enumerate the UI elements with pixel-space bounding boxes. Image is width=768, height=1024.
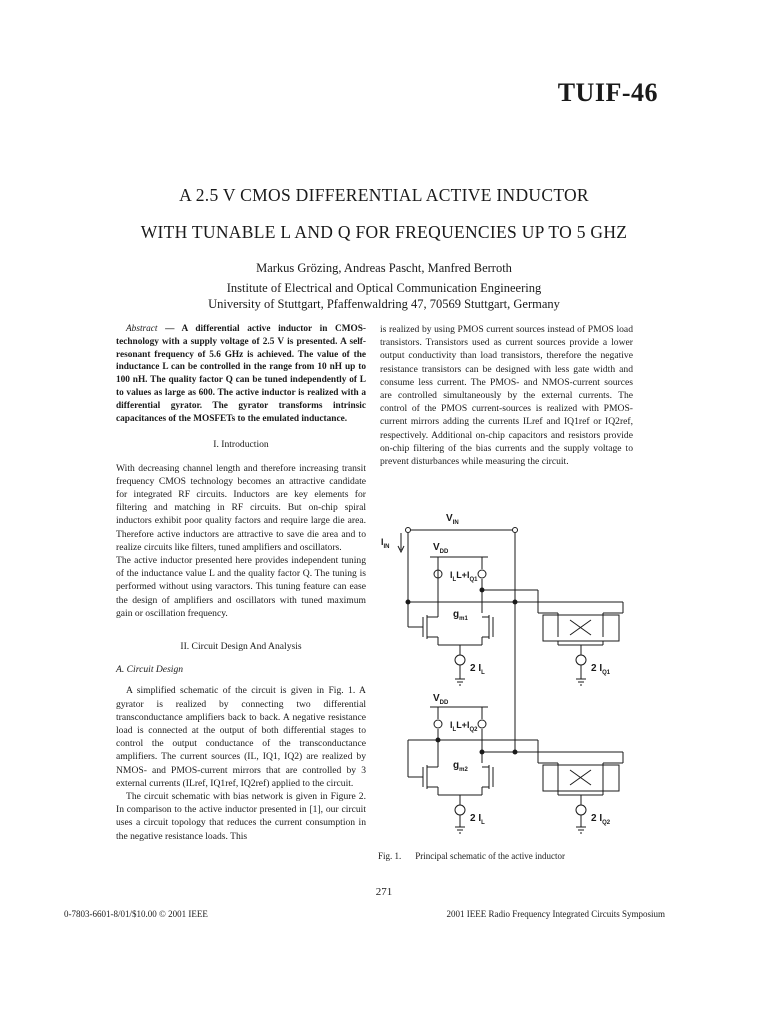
tail-source-q2	[576, 805, 586, 815]
title-line-1: A 2.5 V CMOS DIFFERENTIAL ACTIVE INDUCTOR	[179, 185, 589, 205]
tail-source-2	[455, 805, 465, 815]
subsection-a-heading: A. Circuit Design	[116, 664, 184, 676]
abstract-text: — A differential active inductor in CMOS-technology with a supply voltage of 2.5 V is presented. A self-resonant frequency of 5.6 GHz is achieved. The value of the inductance L can be controlled in the range from 10 nH up to 100 nH. The quality factor Q can be tuned independently of L to values as large as 600. The active inductor is realized with a differential gyrator. The gyrator transforms intrinsic capacitances of the MOSFETs to the emulated inductance.	[116, 324, 366, 424]
2il-label-1: 2 $I_L$	[470, 663, 485, 676]
authors: Markus Grözing, Andreas Pascht, Manfred Berroth	[256, 261, 512, 275]
il-iq1-label: $I_LL+I_{Q1}$	[450, 570, 478, 583]
section-1-paragraph-1: With decreasing channel length and therefore increasing transit frequency CMOS technology becomes an attractive candidate for integrated RF circuits. Inductors are key elements for filtering and matching in RF circuits. But on-chip spiral inductors exhibit poor quality factors and require large die area. Therefore active inductors are attractive to save die area and to realize circuits like filters, tuned amplifiers and oscillators.	[116, 462, 366, 553]
footer-left: 0-7803-6601-8/01/$10.00 © 2001 IEEE	[64, 909, 208, 919]
iin-label: $I_{IN}$	[381, 537, 390, 550]
vin-label: $V_{IN}$	[446, 513, 459, 526]
figure-caption-label: Fig. 1.	[378, 851, 402, 861]
right-column-text: is realized by using PMOS current sources instead of PMOS load transistors. Transistors used as current sources provide a lower output conductivity than load transistors, therefore the negative resistance transistors can be designed with less gate width and consume less current. The PMOS- and NMOS-current sources are controlled simultaneously by the external currents. The control of the PMOS current-sources is realized with PMOS-current mirrors adding the currents ILref and IQ1ref or IQ2ref, respectively. Additional on-chip capacitors and resistors provide on-chip filtering of the bias currents and the supply voltage to prevent disturbances while measuring the circuit.	[380, 324, 633, 468]
paper-id: TUIF-46	[557, 78, 658, 107]
vdd-label-1: $V_{DD}$	[433, 542, 449, 555]
2iq2-label: 2 $I_{Q2}$	[591, 813, 611, 826]
2il-label-2: 2 $I_L$	[470, 813, 485, 826]
gm1-label: $g_{m1}$	[453, 609, 468, 622]
section-1-paragraph-2: The active inductor presented here provides independent tuning of the inductance value L and the quality factor Q. The tuning is performed without using varactors. This tuning feature can ease the design of amplifiers and oscillators with tuned maximum gain or oscillation frequency.	[116, 555, 366, 619]
title-line-2: WITH TUNABLE L AND Q FOR FREQUENCIES UP TO 5 GHZ	[140, 222, 628, 242]
section-2-paragraph-1: A simplified schematic of the circuit is given in Fig. 1. A gyrator is realized by connecting two differential transconductance amplifiers back to back. A negative resistance load is connected at the output of both differential stages to control the output conductance of the transconductance amplifiers. The current sources (IL, IQ1, IQ2) are realized by NMOS- and PMOS-current mirrors that are controlled by 3 external currents (ILref, IQ1ref, IQ2ref) applied to the circuit.	[116, 685, 366, 789]
input-terminal-left	[406, 528, 411, 533]
tail-source-q1	[576, 655, 586, 665]
figure-caption	[378, 851, 565, 861]
gm2-label: $g_{m2}$	[453, 760, 468, 773]
section-2-heading: II. Circuit Design And Analysis	[180, 641, 302, 653]
vdd-label-2: $V_{DD}$	[433, 693, 449, 706]
tail-source-1	[455, 655, 465, 665]
left-column	[116, 323, 366, 843]
abstract-lead: Abstract	[126, 324, 158, 334]
current-source-right-1	[478, 570, 486, 578]
page-number: 271	[375, 886, 393, 898]
right-column	[380, 323, 633, 468]
footer-right: 2001 IEEE Radio Frequency Integrated Circuits Symposium	[446, 909, 665, 919]
current-source-left-2	[434, 720, 442, 728]
affiliation-line-2: University of Stuttgart, Pfaffenwaldring 47, 70569 Stuttgart, Germany	[208, 297, 560, 311]
figure-caption-text: Principal schematic of the active inductor	[415, 851, 565, 861]
circuit-schematic	[378, 505, 638, 845]
current-source-right-2	[478, 720, 486, 728]
input-terminal-right	[513, 528, 518, 533]
section-2-paragraph-2: The circuit schematic with bias network is given in Figure 2. In comparison to the active inductor presented in [1], our circuit uses a circuit topology that reduces the current consumption in the negative resistance loads. This	[116, 791, 366, 842]
section-1-heading: I. Introduction	[213, 439, 269, 451]
il-iq2-label: $I_LL+I_{Q2}$	[450, 720, 478, 733]
2iq1-label: 2 $I_{Q1}$	[591, 663, 611, 676]
affiliation-line-1: Institute of Electrical and Optical Communication Engineering	[226, 281, 542, 295]
abstract	[116, 323, 366, 425]
